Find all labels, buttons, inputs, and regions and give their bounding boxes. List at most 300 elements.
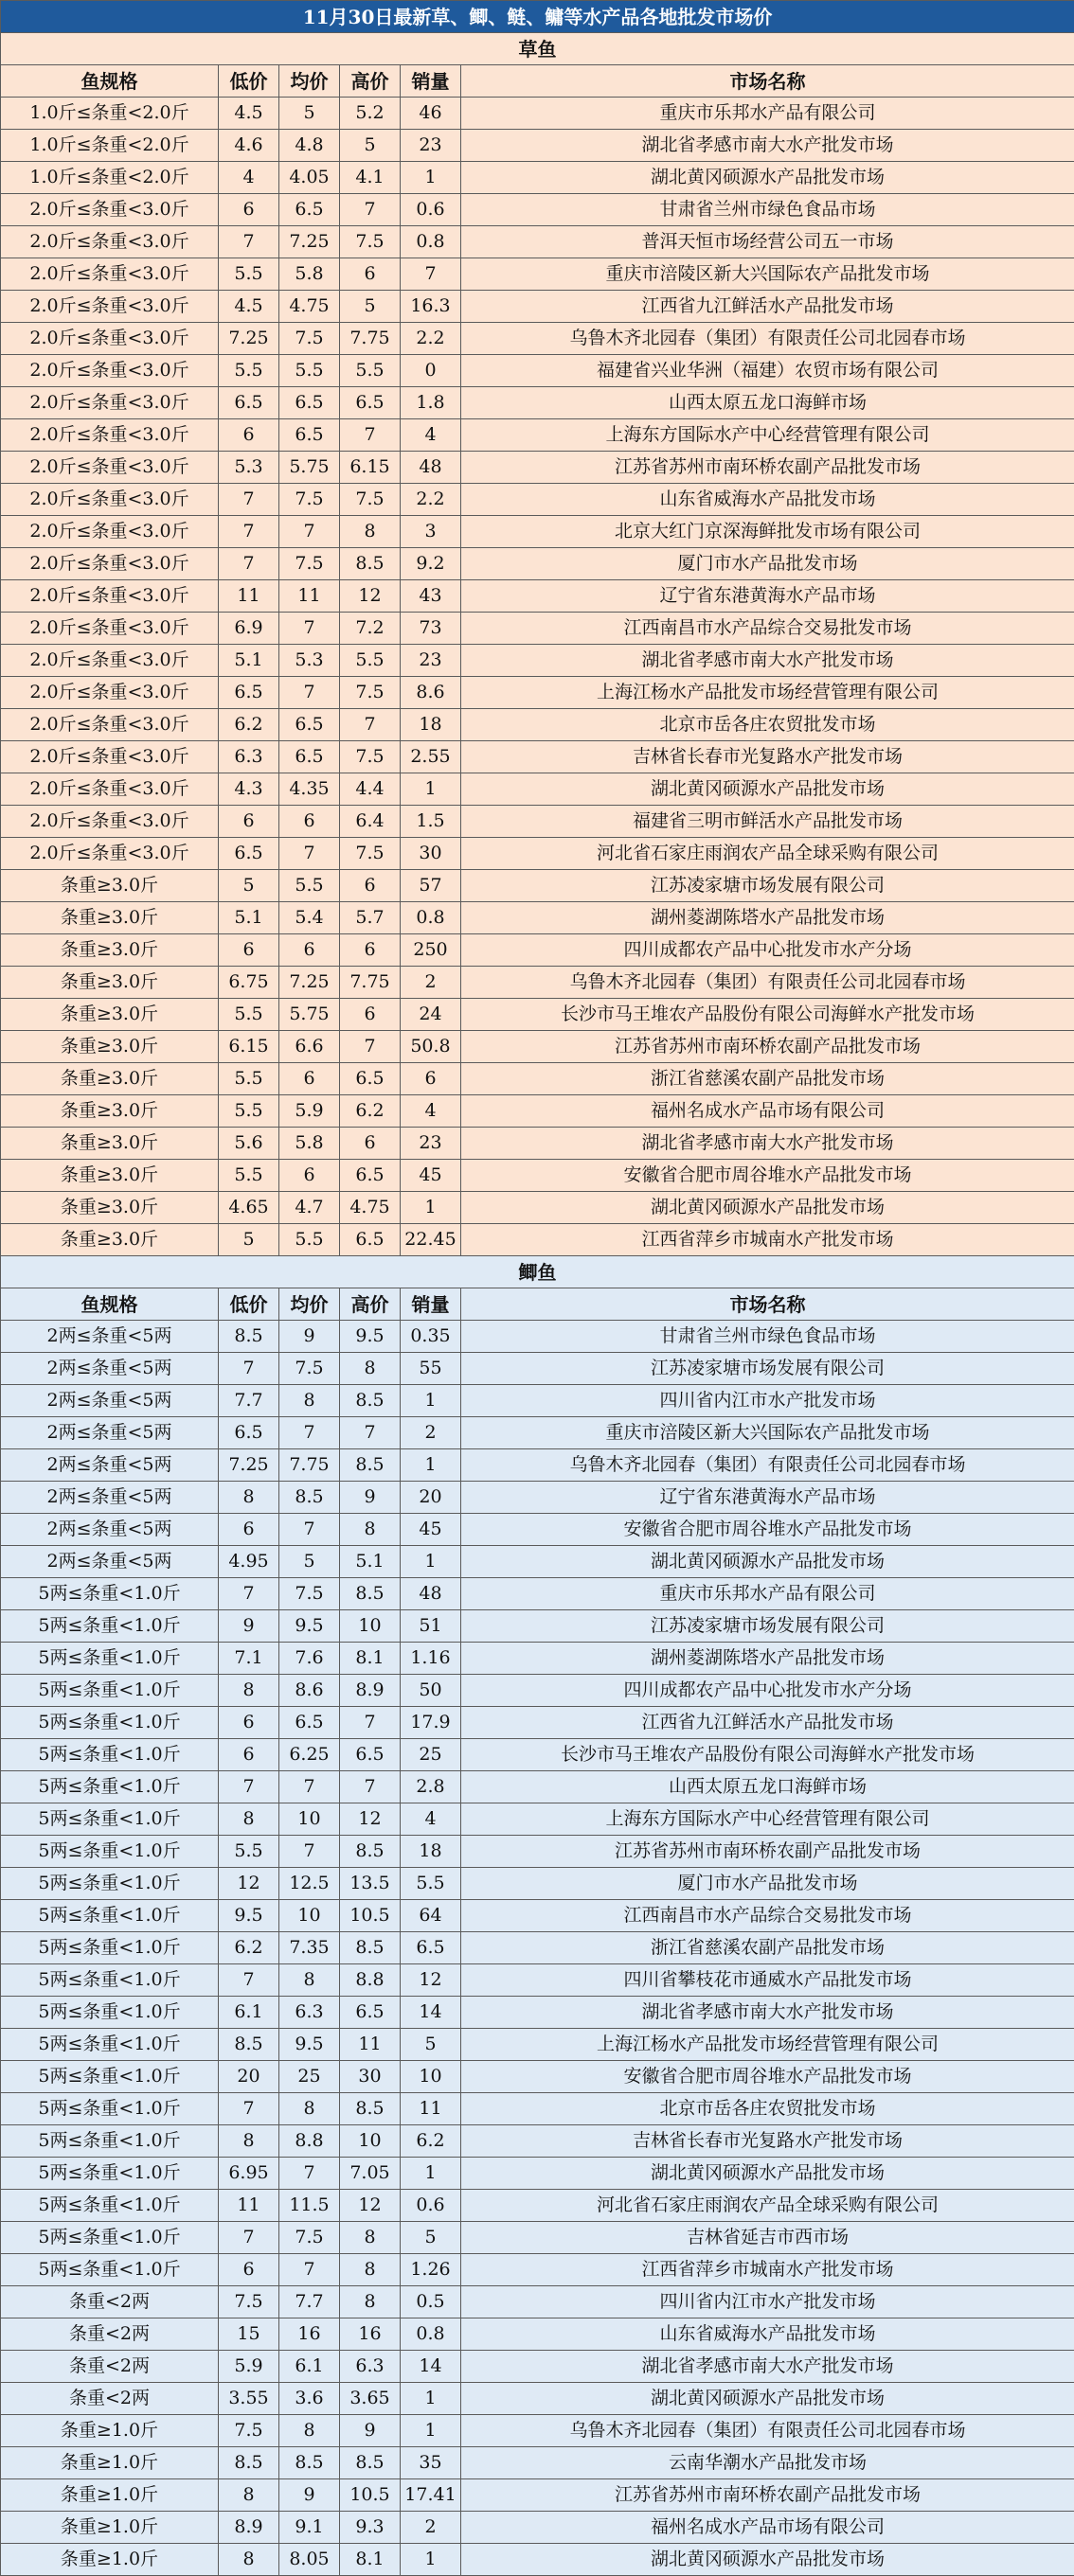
cell-high: 9 bbox=[340, 2415, 401, 2447]
cell-avg: 7 bbox=[279, 677, 340, 709]
cell-volume: 2.55 bbox=[401, 741, 461, 773]
cell-volume: 46 bbox=[401, 98, 461, 130]
cell-market: 乌鲁木齐北园春（集团）有限责任公司北园春市场 bbox=[461, 1449, 1074, 1482]
cell-low: 4.6 bbox=[219, 130, 279, 162]
cell-spec: 2.0斤≤条重<3.0斤 bbox=[1, 709, 219, 741]
cell-volume: 4 bbox=[401, 1095, 461, 1128]
cell-market: 山西太原五龙口海鲜市场 bbox=[461, 1771, 1074, 1803]
cell-avg: 16 bbox=[279, 2318, 340, 2351]
cell-spec: 5两≤条重<1.0斤 bbox=[1, 2125, 219, 2158]
cell-high: 6 bbox=[340, 870, 401, 902]
cell-low: 7 bbox=[219, 226, 279, 258]
cell-low: 5.1 bbox=[219, 902, 279, 934]
cell-market: 山东省威海水产品批发市场 bbox=[461, 2318, 1074, 2351]
cell-volume: 0.6 bbox=[401, 2190, 461, 2222]
table-row bbox=[1, 1482, 1074, 1514]
cell-avg: 6.5 bbox=[279, 387, 340, 419]
cell-market: 四川成都农产品中心批发市水产分场 bbox=[461, 934, 1074, 967]
cell-low: 6.75 bbox=[219, 967, 279, 999]
cell-avg: 9 bbox=[279, 2479, 340, 2512]
cell-market: 福建省兴业华洲（福建）农贸市场有限公司 bbox=[461, 355, 1074, 387]
cell-market: 上海东方国际水产中心经营管理有限公司 bbox=[461, 419, 1074, 452]
table-row bbox=[1, 2415, 1074, 2447]
cell-volume: 1.16 bbox=[401, 1643, 461, 1675]
table-row bbox=[1, 2061, 1074, 2093]
cell-spec: 条重≥3.0斤 bbox=[1, 1063, 219, 1095]
header-low: 低价 bbox=[219, 65, 279, 98]
cell-volume: 1 bbox=[401, 162, 461, 194]
cell-low: 7.25 bbox=[219, 323, 279, 355]
cell-volume: 1 bbox=[401, 2383, 461, 2415]
cell-low: 6 bbox=[219, 806, 279, 838]
cell-spec: 条重≥3.0斤 bbox=[1, 934, 219, 967]
cell-market: 上海江杨水产品批发市场经营管理有限公司 bbox=[461, 2029, 1074, 2061]
cell-high: 7 bbox=[340, 1417, 401, 1449]
cell-volume: 8.6 bbox=[401, 677, 461, 709]
cell-high: 4.75 bbox=[340, 1192, 401, 1224]
cell-high: 12 bbox=[340, 1803, 401, 1836]
cell-high: 8.5 bbox=[340, 2093, 401, 2125]
cell-high: 8 bbox=[340, 2286, 401, 2318]
table-row bbox=[1, 1675, 1074, 1707]
cell-high: 5 bbox=[340, 291, 401, 323]
cell-volume: 4 bbox=[401, 419, 461, 452]
table-row bbox=[1, 1964, 1074, 1997]
cell-volume: 1 bbox=[401, 2544, 461, 2576]
cell-high: 7.75 bbox=[340, 967, 401, 999]
cell-volume: 45 bbox=[401, 1514, 461, 1546]
table-row bbox=[1, 130, 1074, 162]
cell-market: 江西南昌市水产品综合交易批发市场 bbox=[461, 1900, 1074, 1932]
header-volume: 销量 bbox=[401, 65, 461, 98]
cell-low: 5.1 bbox=[219, 645, 279, 677]
cell-low: 5.6 bbox=[219, 1128, 279, 1160]
cell-low: 6.5 bbox=[219, 677, 279, 709]
cell-market: 江苏凌家塘市场发展有限公司 bbox=[461, 870, 1074, 902]
table-row bbox=[1, 2351, 1074, 2383]
cell-low: 6.2 bbox=[219, 1932, 279, 1964]
table-row bbox=[1, 999, 1074, 1031]
cell-spec: 条重≥3.0斤 bbox=[1, 1224, 219, 1256]
table-row bbox=[1, 1417, 1074, 1449]
cell-spec: 5两≤条重<1.0斤 bbox=[1, 2061, 219, 2093]
table-row bbox=[1, 1836, 1074, 1868]
cell-high: 9 bbox=[340, 1482, 401, 1514]
section-title: 草鱼 bbox=[1, 33, 1074, 65]
cell-spec: 条重≥3.0斤 bbox=[1, 1031, 219, 1063]
cell-market: 湖北黄冈硕源水产品批发市场 bbox=[461, 2383, 1074, 2415]
table-row bbox=[1, 2479, 1074, 2512]
cell-high: 6.5 bbox=[340, 387, 401, 419]
cell-market: 湖北黄冈硕源水产品批发市场 bbox=[461, 773, 1074, 806]
cell-volume: 250 bbox=[401, 934, 461, 967]
cell-avg: 10 bbox=[279, 1900, 340, 1932]
cell-low: 6.5 bbox=[219, 387, 279, 419]
cell-spec: 条重≥3.0斤 bbox=[1, 1160, 219, 1192]
cell-spec: 5两≤条重<1.0斤 bbox=[1, 1868, 219, 1900]
header-avg: 均价 bbox=[279, 65, 340, 98]
cell-market: 湖北黄冈硕源水产品批发市场 bbox=[461, 1192, 1074, 1224]
cell-volume: 30 bbox=[401, 838, 461, 870]
cell-spec: 条重≥3.0斤 bbox=[1, 1192, 219, 1224]
cell-low: 8 bbox=[219, 1675, 279, 1707]
cell-market: 湖州菱湖陈塔水产品批发市场 bbox=[461, 1643, 1074, 1675]
cell-market: 北京市岳各庄农贸批发市场 bbox=[461, 709, 1074, 741]
cell-market: 山东省威海水产品批发市场 bbox=[461, 484, 1074, 516]
cell-high: 6.2 bbox=[340, 1095, 401, 1128]
cell-volume: 55 bbox=[401, 1353, 461, 1385]
cell-avg: 7.5 bbox=[279, 1353, 340, 1385]
cell-market: 福建省三明市鲜活水产品批发市场 bbox=[461, 806, 1074, 838]
page-title: 11月30日最新草、鲫、鲢、鳙等水产品各地批发市场价 bbox=[1, 1, 1074, 33]
cell-market: 乌鲁木齐北园春（集团）有限责任公司北园春市场 bbox=[461, 2415, 1074, 2447]
cell-avg: 5.3 bbox=[279, 645, 340, 677]
cell-volume: 50.8 bbox=[401, 1031, 461, 1063]
table-row bbox=[1, 484, 1074, 516]
cell-high: 7.05 bbox=[340, 2158, 401, 2190]
cell-market: 云南华潮水产品批发市场 bbox=[461, 2447, 1074, 2479]
cell-low: 7 bbox=[219, 548, 279, 580]
cell-avg: 7 bbox=[279, 613, 340, 645]
cell-high: 8 bbox=[340, 1353, 401, 1385]
table-row bbox=[1, 806, 1074, 838]
table-row bbox=[1, 902, 1074, 934]
table-row bbox=[1, 1868, 1074, 1900]
cell-volume: 5.5 bbox=[401, 1868, 461, 1900]
table-row bbox=[1, 1449, 1074, 1482]
section-title-row bbox=[1, 33, 1074, 65]
cell-spec: 5两≤条重<1.0斤 bbox=[1, 2158, 219, 2190]
cell-avg: 5.8 bbox=[279, 1128, 340, 1160]
table-row bbox=[1, 645, 1074, 677]
cell-volume: 48 bbox=[401, 1578, 461, 1610]
cell-market: 甘肃省兰州市绿色食品市场 bbox=[461, 194, 1074, 226]
cell-high: 10.5 bbox=[340, 2479, 401, 2512]
cell-volume: 43 bbox=[401, 580, 461, 613]
cell-market: 吉林省长春市光复路水产批发市场 bbox=[461, 2125, 1074, 2158]
cell-market: 湖北黄冈硕源水产品批发市场 bbox=[461, 2544, 1074, 2576]
cell-market: 山西太原五龙口海鲜市场 bbox=[461, 387, 1074, 419]
cell-spec: 2.0斤≤条重<3.0斤 bbox=[1, 226, 219, 258]
cell-market: 湖北黄冈硕源水产品批发市场 bbox=[461, 2158, 1074, 2190]
cell-spec: 条重≥3.0斤 bbox=[1, 967, 219, 999]
cell-avg: 6.5 bbox=[279, 194, 340, 226]
cell-avg: 7 bbox=[279, 516, 340, 548]
cell-spec: 1.0斤≤条重<2.0斤 bbox=[1, 98, 219, 130]
cell-spec: 1.0斤≤条重<2.0斤 bbox=[1, 162, 219, 194]
table-row bbox=[1, 291, 1074, 323]
cell-high: 5 bbox=[340, 130, 401, 162]
table-row bbox=[1, 773, 1074, 806]
cell-spec: 2.0斤≤条重<3.0斤 bbox=[1, 194, 219, 226]
cell-avg: 5.9 bbox=[279, 1095, 340, 1128]
table-row bbox=[1, 934, 1074, 967]
table-row bbox=[1, 2254, 1074, 2286]
cell-market: 乌鲁木齐北园春（集团）有限责任公司北园春市场 bbox=[461, 967, 1074, 999]
cell-volume: 2 bbox=[401, 2512, 461, 2544]
cell-spec: 2.0斤≤条重<3.0斤 bbox=[1, 773, 219, 806]
cell-market: 安徽省合肥市周谷堆水产品批发市场 bbox=[461, 1514, 1074, 1546]
cell-spec: 条重<2两 bbox=[1, 2286, 219, 2318]
cell-spec: 2.0斤≤条重<3.0斤 bbox=[1, 645, 219, 677]
table-row bbox=[1, 387, 1074, 419]
cell-avg: 6.1 bbox=[279, 2351, 340, 2383]
cell-market: 重庆市涪陵区新大兴国际农产品批发市场 bbox=[461, 258, 1074, 291]
cell-low: 20 bbox=[219, 2061, 279, 2093]
cell-spec: 条重≥3.0斤 bbox=[1, 902, 219, 934]
cell-market: 安徽省合肥市周谷堆水产品批发市场 bbox=[461, 2061, 1074, 2093]
cell-low: 6.5 bbox=[219, 1417, 279, 1449]
cell-low: 9 bbox=[219, 1610, 279, 1643]
cell-avg: 8.6 bbox=[279, 1675, 340, 1707]
cell-market: 湖北黄冈硕源水产品批发市场 bbox=[461, 162, 1074, 194]
cell-avg: 8 bbox=[279, 2093, 340, 2125]
cell-high: 10 bbox=[340, 1610, 401, 1643]
cell-spec: 5两≤条重<1.0斤 bbox=[1, 1997, 219, 2029]
table-row bbox=[1, 1353, 1074, 1385]
cell-low: 7.5 bbox=[219, 2415, 279, 2447]
header-market: 市场名称 bbox=[461, 1288, 1074, 1321]
cell-avg: 5.8 bbox=[279, 258, 340, 291]
table-row bbox=[1, 1803, 1074, 1836]
header-avg: 均价 bbox=[279, 1288, 340, 1321]
cell-volume: 73 bbox=[401, 613, 461, 645]
table-row bbox=[1, 419, 1074, 452]
cell-spec: 条重≥1.0斤 bbox=[1, 2512, 219, 2544]
cell-spec: 5两≤条重<1.0斤 bbox=[1, 1610, 219, 1643]
cell-high: 13.5 bbox=[340, 1868, 401, 1900]
table-row bbox=[1, 2125, 1074, 2158]
cell-volume: 1 bbox=[401, 1546, 461, 1578]
cell-avg: 9.1 bbox=[279, 2512, 340, 2544]
table-row bbox=[1, 1771, 1074, 1803]
header-volume: 销量 bbox=[401, 1288, 461, 1321]
cell-spec: 条重≥1.0斤 bbox=[1, 2544, 219, 2576]
cell-high: 6.5 bbox=[340, 1739, 401, 1771]
cell-spec: 2两≤条重<5两 bbox=[1, 1321, 219, 1353]
cell-spec: 5两≤条重<1.0斤 bbox=[1, 1578, 219, 1610]
cell-spec: 2两≤条重<5两 bbox=[1, 1353, 219, 1385]
cell-avg: 11 bbox=[279, 580, 340, 613]
cell-market: 辽宁省东港黄海水产品市场 bbox=[461, 1482, 1074, 1514]
cell-volume: 16.3 bbox=[401, 291, 461, 323]
cell-spec: 条重<2两 bbox=[1, 2318, 219, 2351]
cell-market: 湖北省孝感市南大水产批发市场 bbox=[461, 130, 1074, 162]
column-header-row bbox=[1, 1288, 1074, 1321]
cell-low: 5 bbox=[219, 870, 279, 902]
cell-volume: 1 bbox=[401, 1449, 461, 1482]
cell-spec: 2.0斤≤条重<3.0斤 bbox=[1, 516, 219, 548]
cell-avg: 7 bbox=[279, 1417, 340, 1449]
cell-spec: 2.0斤≤条重<3.0斤 bbox=[1, 484, 219, 516]
cell-avg: 7.5 bbox=[279, 2222, 340, 2254]
cell-volume: 48 bbox=[401, 452, 461, 484]
cell-high: 5.5 bbox=[340, 645, 401, 677]
table-row bbox=[1, 1160, 1074, 1192]
cell-spec: 2两≤条重<5两 bbox=[1, 1417, 219, 1449]
cell-avg: 7.75 bbox=[279, 1449, 340, 1482]
cell-volume: 12 bbox=[401, 1964, 461, 1997]
table-row bbox=[1, 1546, 1074, 1578]
cell-volume: 0.8 bbox=[401, 226, 461, 258]
cell-market: 安徽省合肥市周谷堆水产品批发市场 bbox=[461, 1160, 1074, 1192]
cell-volume: 23 bbox=[401, 130, 461, 162]
cell-volume: 6.5 bbox=[401, 1932, 461, 1964]
cell-low: 6.9 bbox=[219, 613, 279, 645]
cell-volume: 1.26 bbox=[401, 2254, 461, 2286]
table-row bbox=[1, 548, 1074, 580]
cell-high: 7.75 bbox=[340, 323, 401, 355]
cell-high: 11 bbox=[340, 2029, 401, 2061]
cell-volume: 23 bbox=[401, 645, 461, 677]
cell-spec: 2两≤条重<5两 bbox=[1, 1385, 219, 1417]
cell-volume: 45 bbox=[401, 1160, 461, 1192]
cell-high: 6.5 bbox=[340, 1160, 401, 1192]
cell-low: 6.3 bbox=[219, 741, 279, 773]
table-row bbox=[1, 194, 1074, 226]
cell-high: 8 bbox=[340, 516, 401, 548]
cell-market: 江西省萍乡市城南水产批发市场 bbox=[461, 2254, 1074, 2286]
cell-spec: 2.0斤≤条重<3.0斤 bbox=[1, 291, 219, 323]
cell-volume: 4 bbox=[401, 1803, 461, 1836]
header-high: 高价 bbox=[340, 1288, 401, 1321]
cell-avg: 6.5 bbox=[279, 741, 340, 773]
table-row bbox=[1, 1643, 1074, 1675]
cell-avg: 6.5 bbox=[279, 419, 340, 452]
cell-low: 4.65 bbox=[219, 1192, 279, 1224]
cell-market: 江苏凌家塘市场发展有限公司 bbox=[461, 1353, 1074, 1385]
cell-avg: 5 bbox=[279, 98, 340, 130]
cell-market: 江苏省苏州市南环桥农副产品批发市场 bbox=[461, 1836, 1074, 1868]
cell-high: 8 bbox=[340, 2222, 401, 2254]
cell-volume: 22.45 bbox=[401, 1224, 461, 1256]
cell-avg: 5.4 bbox=[279, 902, 340, 934]
cell-spec: 条重≥3.0斤 bbox=[1, 1095, 219, 1128]
table-row bbox=[1, 1997, 1074, 2029]
table-row bbox=[1, 2029, 1074, 2061]
cell-low: 7.7 bbox=[219, 1385, 279, 1417]
cell-low: 6 bbox=[219, 419, 279, 452]
cell-market: 辽宁省东港黄海水产品市场 bbox=[461, 580, 1074, 613]
cell-avg: 4.8 bbox=[279, 130, 340, 162]
cell-low: 5 bbox=[219, 1224, 279, 1256]
cell-market: 长沙市马王堆农产品股份有限公司海鲜水产批发市场 bbox=[461, 999, 1074, 1031]
cell-low: 7.5 bbox=[219, 2286, 279, 2318]
cell-high: 8.5 bbox=[340, 1449, 401, 1482]
cell-avg: 11.5 bbox=[279, 2190, 340, 2222]
cell-spec: 5两≤条重<1.0斤 bbox=[1, 1739, 219, 1771]
table-row bbox=[1, 2383, 1074, 2415]
cell-spec: 条重<2两 bbox=[1, 2351, 219, 2383]
cell-volume: 0 bbox=[401, 355, 461, 387]
cell-market: 厦门市水产品批发市场 bbox=[461, 1868, 1074, 1900]
table-row bbox=[1, 838, 1074, 870]
cell-low: 12 bbox=[219, 1868, 279, 1900]
cell-volume: 24 bbox=[401, 999, 461, 1031]
cell-avg: 7.5 bbox=[279, 1578, 340, 1610]
cell-high: 12 bbox=[340, 580, 401, 613]
header-spec: 鱼规格 bbox=[1, 65, 219, 98]
cell-high: 9.3 bbox=[340, 2512, 401, 2544]
cell-spec: 5两≤条重<1.0斤 bbox=[1, 2190, 219, 2222]
cell-high: 7 bbox=[340, 1707, 401, 1739]
cell-avg: 7.7 bbox=[279, 2286, 340, 2318]
cell-volume: 0.6 bbox=[401, 194, 461, 226]
cell-volume: 57 bbox=[401, 870, 461, 902]
cell-low: 6.2 bbox=[219, 709, 279, 741]
cell-low: 6.5 bbox=[219, 838, 279, 870]
cell-low: 4.5 bbox=[219, 98, 279, 130]
cell-spec: 5两≤条重<1.0斤 bbox=[1, 1803, 219, 1836]
cell-spec: 2.0斤≤条重<3.0斤 bbox=[1, 741, 219, 773]
cell-low: 7.25 bbox=[219, 1449, 279, 1482]
cell-avg: 9.5 bbox=[279, 1610, 340, 1643]
cell-low: 6 bbox=[219, 934, 279, 967]
cell-high: 7.5 bbox=[340, 741, 401, 773]
cell-low: 6 bbox=[219, 1707, 279, 1739]
cell-market: 湖北省孝感市南大水产批发市场 bbox=[461, 1997, 1074, 2029]
cell-volume: 11 bbox=[401, 2093, 461, 2125]
cell-high: 8.5 bbox=[340, 2447, 401, 2479]
cell-volume: 14 bbox=[401, 1997, 461, 2029]
cell-volume: 50 bbox=[401, 1675, 461, 1707]
cell-avg: 4.35 bbox=[279, 773, 340, 806]
cell-avg: 8 bbox=[279, 2415, 340, 2447]
cell-spec: 条重≥1.0斤 bbox=[1, 2415, 219, 2447]
cell-spec: 2两≤条重<5两 bbox=[1, 1514, 219, 1546]
cell-spec: 条重<2两 bbox=[1, 2383, 219, 2415]
cell-low: 6 bbox=[219, 194, 279, 226]
cell-volume: 1.5 bbox=[401, 806, 461, 838]
cell-avg: 8.8 bbox=[279, 2125, 340, 2158]
cell-market: 四川省内江市水产批发市场 bbox=[461, 1385, 1074, 1417]
cell-market: 江苏凌家塘市场发展有限公司 bbox=[461, 1610, 1074, 1643]
title-row bbox=[1, 1, 1074, 33]
cell-high: 6 bbox=[340, 999, 401, 1031]
cell-avg: 5.5 bbox=[279, 870, 340, 902]
cell-avg: 7 bbox=[279, 838, 340, 870]
cell-volume: 0.8 bbox=[401, 2318, 461, 2351]
cell-low: 5.3 bbox=[219, 452, 279, 484]
cell-spec: 条重≥3.0斤 bbox=[1, 1128, 219, 1160]
cell-market: 浙江省慈溪农副产品批发市场 bbox=[461, 1063, 1074, 1095]
cell-avg: 5.75 bbox=[279, 999, 340, 1031]
cell-high: 5.7 bbox=[340, 902, 401, 934]
cell-avg: 6.25 bbox=[279, 1739, 340, 1771]
cell-spec: 条重≥1.0斤 bbox=[1, 2479, 219, 2512]
cell-high: 12 bbox=[340, 2190, 401, 2222]
header-market: 市场名称 bbox=[461, 65, 1074, 98]
cell-spec: 2.0斤≤条重<3.0斤 bbox=[1, 838, 219, 870]
cell-high: 6.5 bbox=[340, 1063, 401, 1095]
table-row bbox=[1, 1192, 1074, 1224]
cell-market: 普洱天恒市场经营公司五一市场 bbox=[461, 226, 1074, 258]
cell-spec: 条重≥1.0斤 bbox=[1, 2447, 219, 2479]
cell-low: 8 bbox=[219, 1482, 279, 1514]
cell-high: 8.9 bbox=[340, 1675, 401, 1707]
cell-high: 7 bbox=[340, 419, 401, 452]
cell-volume: 10 bbox=[401, 2061, 461, 2093]
cell-spec: 2.0斤≤条重<3.0斤 bbox=[1, 806, 219, 838]
cell-market: 浙江省慈溪农副产品批发市场 bbox=[461, 1932, 1074, 1964]
table-row bbox=[1, 1385, 1074, 1417]
cell-high: 8.5 bbox=[340, 1932, 401, 1964]
cell-spec: 5两≤条重<1.0斤 bbox=[1, 2093, 219, 2125]
cell-avg: 9 bbox=[279, 1321, 340, 1353]
cell-market: 河北省石家庄雨润农产品全球采购有限公司 bbox=[461, 2190, 1074, 2222]
cell-high: 6 bbox=[340, 1128, 401, 1160]
cell-low: 3.55 bbox=[219, 2383, 279, 2415]
